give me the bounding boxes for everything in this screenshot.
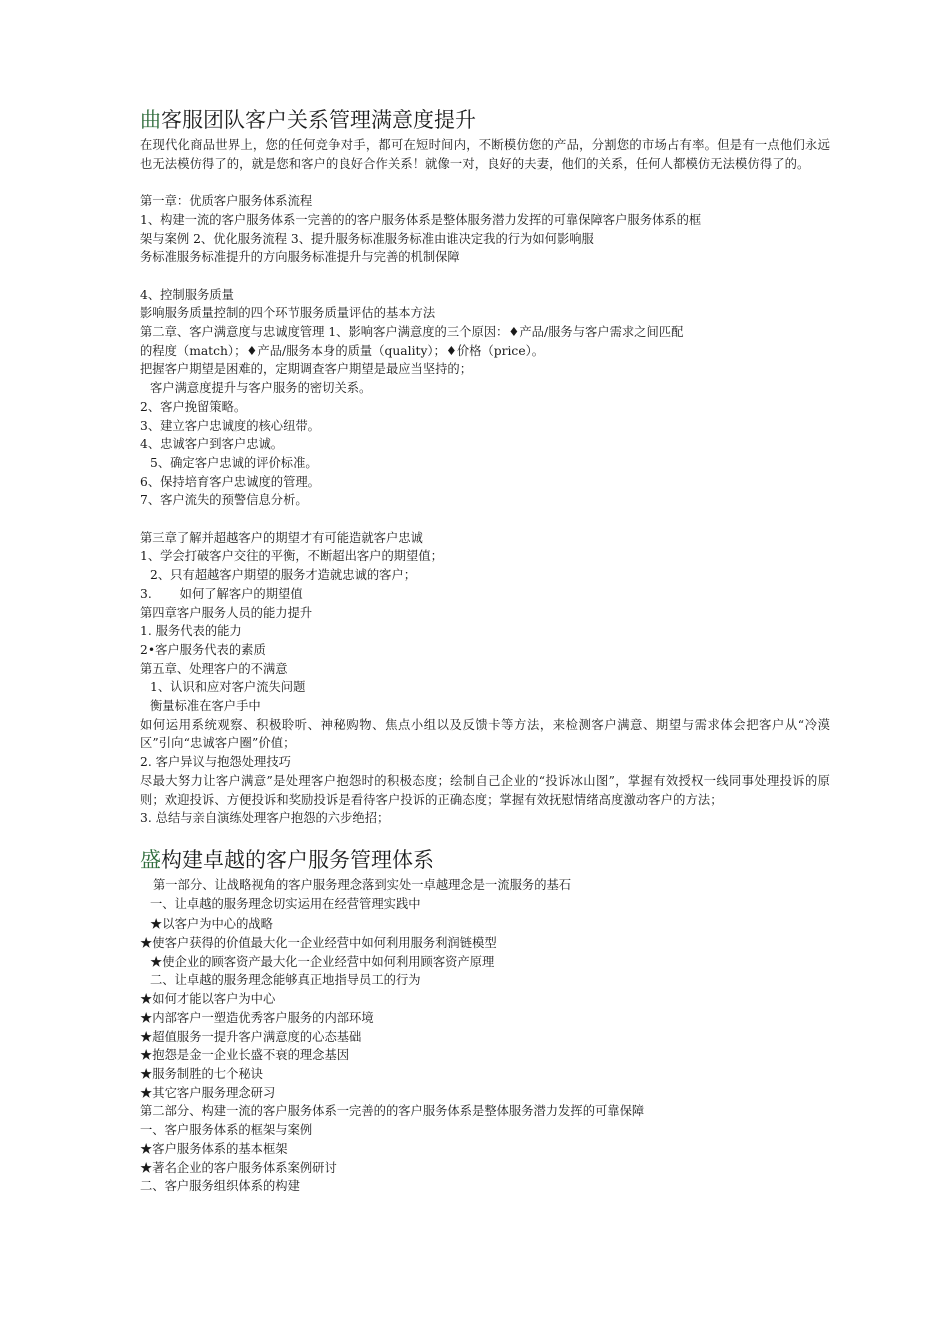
chapter-5-heading: 第五章、处理客户的不满意 <box>140 661 288 676</box>
part-2-heading: 第二部分、构建一流的客户服务体系一完善的的客户服务体系是整体服务潜力发挥的可靠保障 <box>140 1104 645 1119</box>
list-item: 1. 服务代表的能力 <box>140 624 242 639</box>
chapter-1-heading: 第一章：优质客户服务体系流程 <box>140 194 313 209</box>
part-1-heading: 第一部分、让战略视角的客户服务理念落到实处一卓越理念是一流服务的基石 <box>153 877 572 892</box>
bullet-item: ★著名企业的客户服务体系案例研讨 <box>140 1160 337 1175</box>
text-line: 客户满意度提升与客户服务的密切关系。 <box>150 381 372 396</box>
subheading: 二、客户服务组织体系的构建 <box>140 1179 300 1194</box>
intro-paragraph: 在现代化商品世界上，您的任何竞争对手，都可在短时间内，不断模仿您的产品，分割您的市场占有率。但是有一点他们永远也无法模仿得了的，就是您和客户的良好合作关系！就像一对，良好的夫妻，他们的关系，任何人都模仿无法模仿得了的。 <box>140 138 830 171</box>
complaint-paragraph: 尽最大努力让客户满意”是处理客户抱怨时的积极态度；绘制自己企业的“投诉冰山图”，掌握有效授权一线同事处理投诉的原则；欢迎投诉、方便投诉和奖励投诉是看待客户投诉的正确态度；掌握有效抚慰情绪高度激动客户的方法； <box>140 773 830 807</box>
document-body <box>140 104 830 1196</box>
chapter-3-heading: 第三章了解并超越客户的期望才有可能造就客户忠诚 <box>140 530 423 545</box>
section2-title-lead: 盛 <box>140 847 161 872</box>
text-line: 把握客户期望是困难的，定期调查客户期望是最应当坚持的； <box>140 362 473 377</box>
bullet-item: ★使客户获得的价值最大化一企业经营中如何利用服务利润链模型 <box>140 936 497 951</box>
list-item: 1、认识和应对客户流失问题 <box>150 680 306 695</box>
list-item: 2、只有超越客户期望的服务才造就忠诚的客户； <box>150 568 417 583</box>
monitor-paragraph: 如何运用系统观察、积极聆听、神秘购物、焦点小组以及反馈卡等方法，来检测客户满意、期望与需求体会把客户从“冷漠区”引向“忠诚客户圈”价值； <box>140 717 830 751</box>
spacer <box>140 173 830 192</box>
list-item: 2•客户服务代表的素质 <box>140 642 266 657</box>
list-item: 5、确定客户忠诚的评价标准。 <box>150 455 318 470</box>
section1-title-text: 客服团队客户关系管理满意度提升 <box>161 108 476 132</box>
bullet-item: ★使企业的顾客资产最大化一企业经营中如何利用顾客资产原理 <box>150 954 495 969</box>
text-line: 影响服务质量控制的四个环节服务质量评估的基本方法 <box>140 306 436 321</box>
text-line: 1、构建一流的客户服务体系一完善的的客户服务体系是整体服务潜力发挥的可靠保障客户服务体系的框 <box>140 212 702 227</box>
bullet-item: ★抱怨是金一企业长盛不衰的理念基因 <box>140 1048 350 1063</box>
text-line: 架与案例 2、优化服务流程 3、提升服务标准服务标准由谁决定我的行为如何影响服 <box>140 231 594 246</box>
list-item: 2、客户挽留策略。 <box>140 399 247 414</box>
bullet-item: ★服务制胜的七个秘诀 <box>140 1067 263 1081</box>
text-line: 4、控制服务质量 <box>140 287 234 302</box>
spacer <box>140 828 830 844</box>
subheading: 二、让卓越的服务理念能够真正地指导员工的行为 <box>150 973 421 988</box>
subheading: 一、让卓越的服务理念切实运用在经营管理实践中 <box>150 896 421 911</box>
bullet-item: ★如何才能以客户为中心 <box>140 992 276 1007</box>
list-item: 1、学会打破客户交往的平衡，不断超出客户的期望值； <box>140 549 443 564</box>
spacer <box>140 267 830 286</box>
list-item: 3. 如何了解客户的期望值 <box>140 586 303 601</box>
list-item: 4、忠诚客户到客户忠诚。 <box>140 437 284 452</box>
bullet-item: ★超值服务一提升客户满意度的心态基础 <box>140 1029 362 1044</box>
chapter-2-heading: 第二章、客户满意度与忠诚度管理 1、影响客户满意度的三个原因：♦产品/服务与客户需求之间匹配 <box>140 325 684 339</box>
list-item: 3、建立客户忠诚度的核心纽带。 <box>140 418 320 433</box>
bullet-item: ★其它客户服务理念研习 <box>140 1085 276 1100</box>
chapter-4-heading: 第四章客户服务人员的能力提升 <box>140 605 313 620</box>
bullet-item: ★以客户为中心的战略 <box>150 917 273 932</box>
list-item: 3. 总结与亲自演练处理客户抱怨的六步绝招； <box>140 811 390 826</box>
section2-title-text: 构建卓越的客户服务管理体系 <box>161 847 434 872</box>
spacer <box>140 510 830 529</box>
list-item: 2. 客户异议与抱怨处理技巧 <box>140 755 291 770</box>
list-item: 6、保持培育客户忠诚度的管理。 <box>140 474 320 489</box>
list-item: 7、客户流失的预警信息分析。 <box>140 493 308 508</box>
text-line: 衡量标准在客户手中 <box>150 699 261 714</box>
text-line: 的程度（match）；♦产品/服务本身的质量（quality）；♦价格（price）。 <box>140 343 545 358</box>
text-line: 务标准服务标准提升的方向服务标准提升与完善的机制保障 <box>140 250 460 265</box>
bullet-item: ★内部客户一塑造优秀客户服务的内部环境 <box>140 1010 374 1025</box>
bullet-item: ★客户服务体系的基本框架 <box>140 1141 288 1156</box>
subheading: 一、客户服务体系的框架与案例 <box>140 1123 313 1138</box>
section1-title-lead: 曲 <box>140 108 161 132</box>
section2-title <box>140 844 830 876</box>
section1-title <box>140 104 830 136</box>
